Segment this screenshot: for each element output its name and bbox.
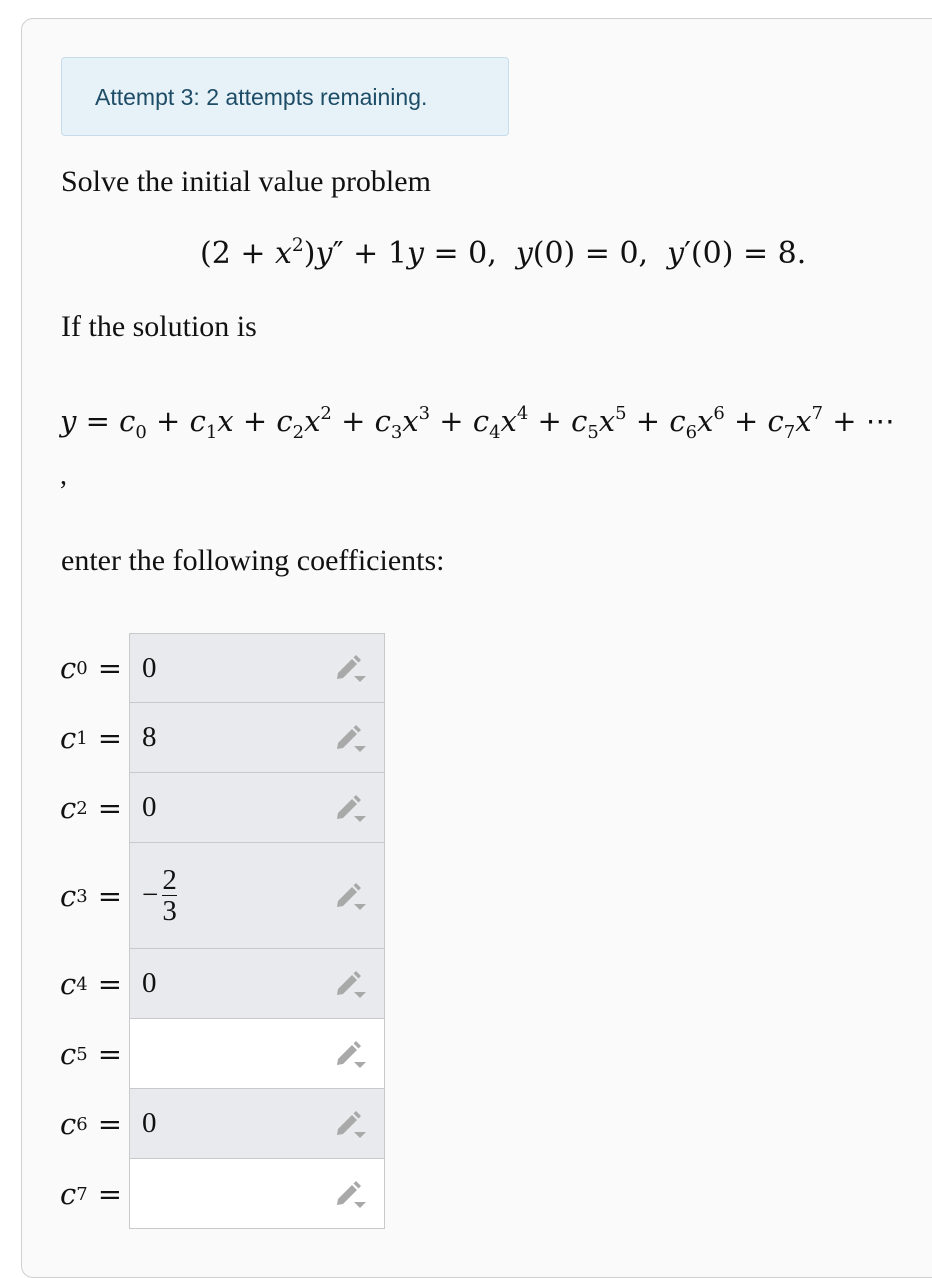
- coef-symbol: c: [60, 1107, 77, 1141]
- coef-symbol: c: [60, 721, 77, 755]
- coefficient-label-c6: [60, 1089, 128, 1159]
- pencil-dropdown-icon[interactable]: [334, 653, 368, 683]
- coefficient-input-c1[interactable]: [129, 703, 385, 773]
- input-value: 0: [142, 651, 157, 684]
- pencil-dropdown-icon[interactable]: [334, 969, 368, 999]
- coefficient-input-c3[interactable]: [129, 843, 385, 949]
- coef-subscript: 6: [76, 1113, 88, 1135]
- coefficient-label-c1: [60, 703, 128, 773]
- pencil-dropdown-icon[interactable]: [334, 793, 368, 823]
- input-value: 0: [142, 791, 157, 823]
- equals-sign: =: [97, 721, 122, 755]
- coef-subscript: 0: [76, 657, 88, 679]
- input-value: 8: [142, 721, 157, 753]
- coef-subscript: 2: [76, 797, 88, 819]
- coef-symbol: c: [60, 1177, 77, 1211]
- coefficient-input-c5[interactable]: [129, 1019, 385, 1089]
- ivp-equation: $(2 + x^2)y'' + 1y = 0$, y(0) = 0, y′(0) = 8.: [200, 235, 807, 271]
- coefficient-input-c0[interactable]: [129, 633, 385, 703]
- pencil-dropdown-icon[interactable]: [334, 1179, 368, 1209]
- pencil-dropdown-icon[interactable]: [334, 881, 368, 911]
- pencil-dropdown-icon[interactable]: [334, 723, 368, 753]
- equals-sign: =: [97, 879, 122, 913]
- coefficient-input-c7[interactable]: [129, 1159, 385, 1229]
- equals-sign: =: [97, 651, 122, 685]
- coefficient-label-c2: [60, 773, 128, 843]
- coef-subscript: 4: [76, 973, 88, 995]
- coefficient-label-c5: [60, 1019, 128, 1089]
- coefficient-input-c2[interactable]: [129, 773, 385, 843]
- coef-subscript: 5: [76, 1043, 88, 1065]
- coefficient-input-c6[interactable]: [129, 1089, 385, 1159]
- input-value: 0: [142, 1107, 157, 1139]
- equals-sign: =: [97, 967, 122, 1001]
- coef-symbol: c: [60, 967, 77, 1001]
- coef-subscript: 1: [76, 727, 88, 749]
- coef-symbol: c: [60, 879, 77, 913]
- equals-sign: =: [97, 791, 122, 825]
- coefficient-label-c7: [60, 1159, 128, 1229]
- attempts-text: Attempt 3: 2 attempts remaining.: [95, 84, 428, 110]
- series-equation: $y = c_0 + c_1x + c_2x^2 + c_3x^3 + c_4x^4 + c_5x^5 + c_6x^6 + c_7x^7$ + ⋯: [60, 403, 895, 443]
- attempts-alert: [61, 57, 509, 136]
- equals-sign: =: [97, 1107, 122, 1141]
- pencil-dropdown-icon[interactable]: [334, 1109, 368, 1139]
- series-comma: ,: [60, 460, 67, 491]
- input-value: 0: [142, 967, 157, 999]
- equals-sign: =: [97, 1177, 122, 1211]
- problem-intro: Solve the initial value problem: [61, 165, 431, 198]
- coef-subscript: 7: [76, 1183, 88, 1205]
- coef-symbol: c: [60, 1037, 77, 1071]
- fraction-value: − $\frac{2}{3}$: [142, 864, 177, 927]
- coefficient-label-c3: [60, 843, 128, 949]
- coef-symbol: c: [60, 651, 77, 685]
- enter-coefficients-text: enter the following coefficients:: [61, 544, 445, 577]
- coef-subscript: 3: [76, 885, 88, 907]
- equals-sign: =: [97, 1037, 122, 1071]
- solution-intro: If the solution is: [61, 310, 257, 343]
- coef-symbol: c: [60, 791, 77, 825]
- coefficient-input-c4[interactable]: [129, 949, 385, 1019]
- coefficient-label-c4: [60, 949, 128, 1019]
- pencil-dropdown-icon[interactable]: [334, 1039, 368, 1069]
- coefficient-label-c0: [60, 633, 128, 703]
